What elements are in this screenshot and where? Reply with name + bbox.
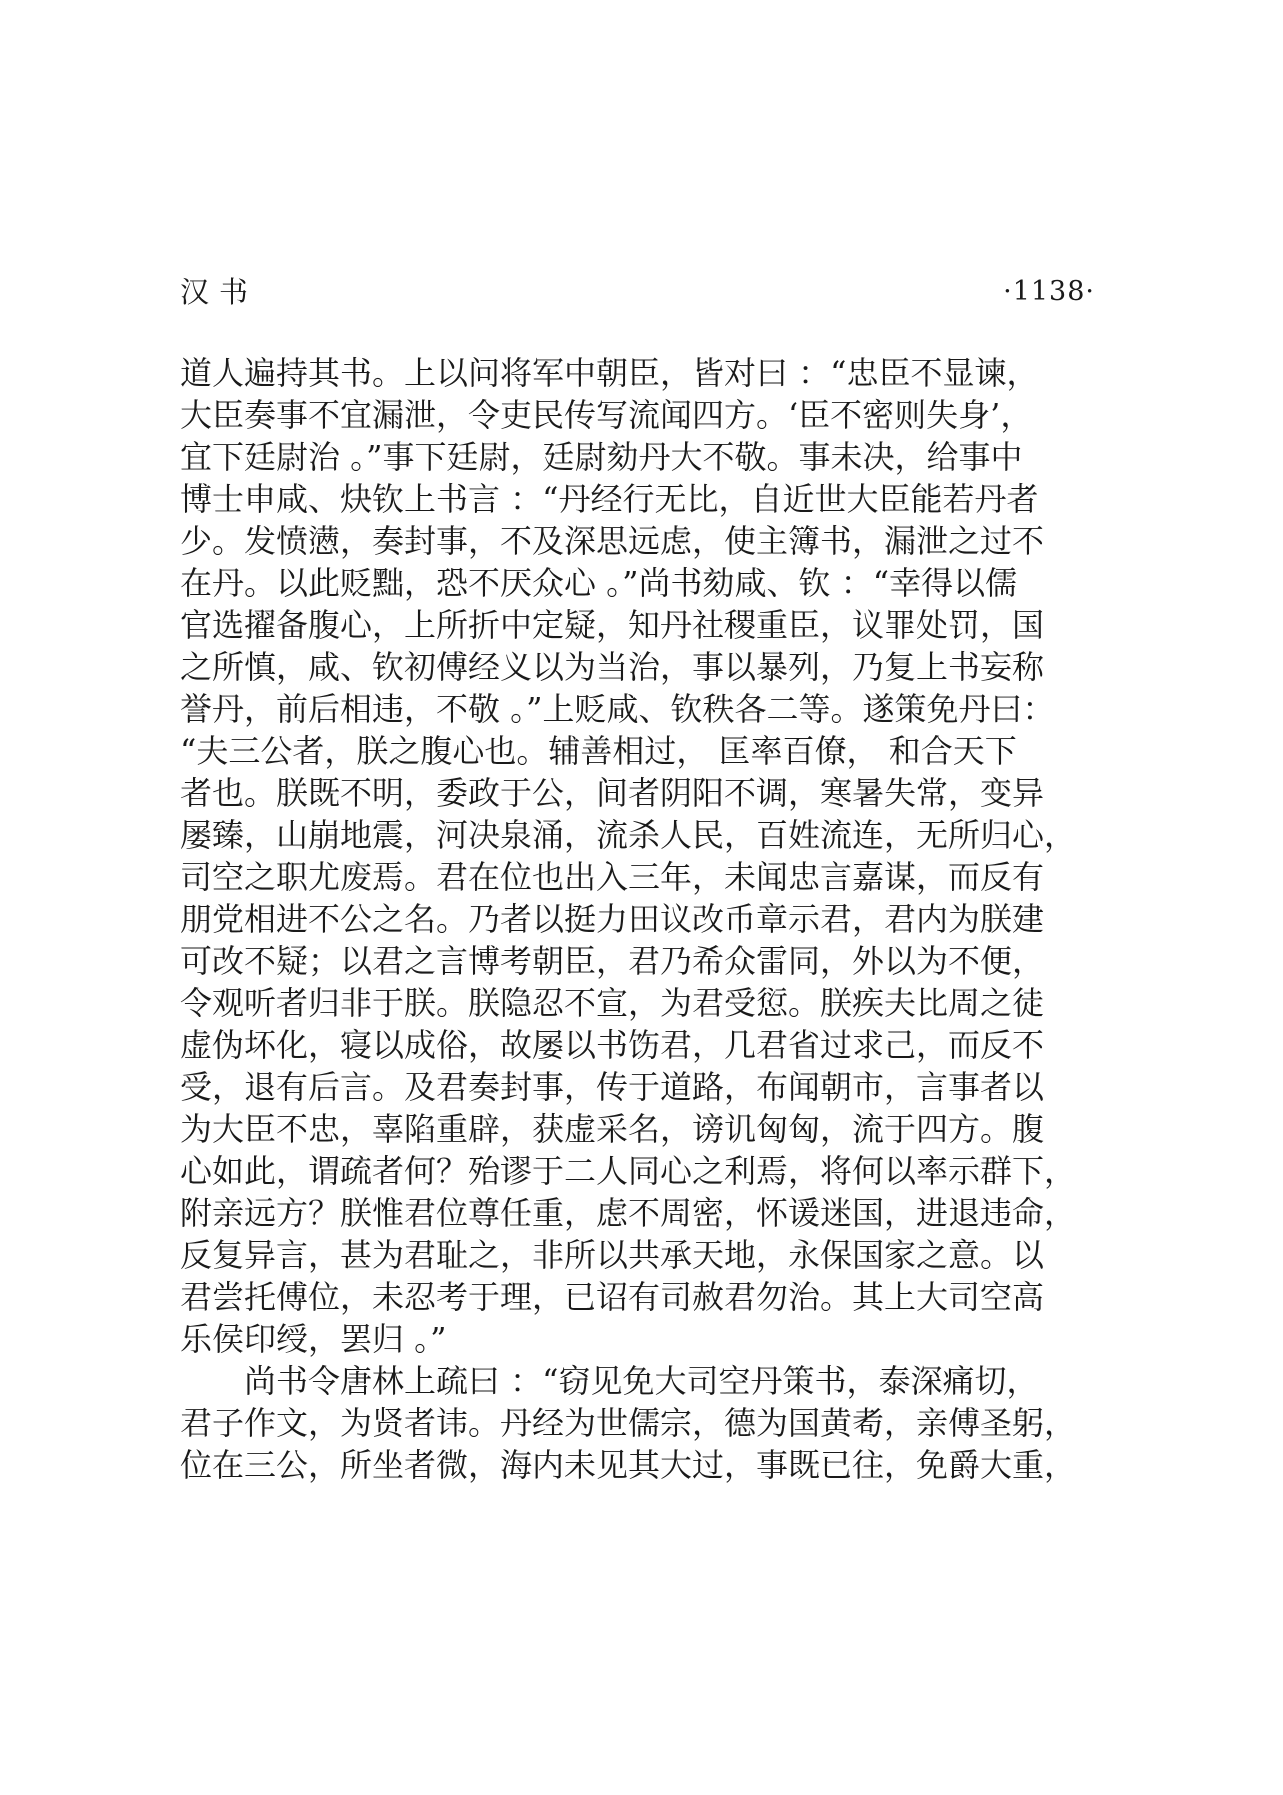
text-line: 道人遍持其书。上以问将军中朝臣，皆对曰 ：“忠臣不显谏，: [180, 354, 1039, 392]
text-line: 尚书令唐林上疏曰 ：“窃见免大司空丹策书，泰深痛切，: [180, 1362, 1039, 1400]
text-line: 博士申咸、炔钦上书言 ：“丹经行无比，自近世大臣能若丹者: [180, 480, 1039, 518]
text-line: 心如此，谓疏者何？殆谬于二人同心之利焉，将何以率示群下，: [180, 1152, 1077, 1190]
text-line: 君子作文，为贤者讳。丹经为世儒宗，德为国黄耇，亲傅圣躬，: [180, 1404, 1077, 1442]
text-line: 司空之职尤废焉。君在位也出入三年，未闻忠言嘉谋，而反有: [180, 858, 1045, 896]
text-line: 官选擢备腹心，上所折中定疑，知丹社稷重臣，议罪处罚，国: [180, 606, 1045, 644]
text-line: 可改不疑；以君之言博考朝臣，君乃希众雷同，外以为不便，: [180, 942, 1045, 980]
text-line: “夫三公者，朕之腹心也。辅善相过， 匡率百僚， 和合天下: [180, 732, 1017, 770]
text-line: 之所慎，咸、钦初傅经义以为当治，事以暴列，乃复上书妄称: [180, 648, 1045, 686]
text-line: 为大臣不忠，辜陷重辟，获虚采名，谤讥匈匈，流于四方。腹: [180, 1110, 1045, 1148]
page-number: ·1138·: [1003, 276, 1095, 307]
text-line: 令观听者归非于朕。朕隐忍不宣，为君受愆。朕疾夫比周之徒: [180, 984, 1045, 1022]
book-title: 汉书: [180, 275, 259, 309]
text-line: 受，退有后言。及君奏封事，传于道路，布闻朝市，言事者以: [180, 1068, 1045, 1106]
text-line: 大臣奏事不宜漏泄，令吏民传写流闻四方。‘臣不密则失身’，: [180, 396, 1033, 434]
text-line: 屡臻，山崩地震，河决泉涌，流杀人民，百姓流连，无所归心，: [180, 816, 1077, 854]
text-line: 在丹。以此贬黜，恐不厌众心 。”尚书劾咸、钦 ：“幸得以儒: [180, 564, 1018, 602]
text-line: 虚伪坏化，寝以成俗，故屡以书饬君，几君省过求己，而反不: [180, 1026, 1045, 1064]
text-line: 反复异言，甚为君耻之，非所以共承天地，永保国家之意。以: [180, 1236, 1045, 1274]
text-line: 附亲远方？朕惟君位尊任重，虑不周密，怀谖迷国，进退违命，: [180, 1194, 1077, 1232]
text-line: 誉丹，前后相违，不敬 。”上贬咸、钦秩各二等。遂策免丹曰：: [180, 690, 1055, 728]
text-line: 者也。朕既不明，委政于公，间者阴阳不调，寒暑失常，变异: [180, 774, 1045, 812]
body-text: [180, 352, 1095, 1486]
text-line: 君尝托傅位，未忍考于理，已诏有司赦君勿治。其上大司空高: [180, 1278, 1045, 1316]
running-header: [180, 270, 1095, 314]
text-line: 位在三公，所坐者微，海内未见其大过，事既已往，免爵大重，: [180, 1446, 1077, 1484]
text-line: 乐侯印绶，罢归 。”: [180, 1320, 447, 1358]
text-line: 少。发愤懑，奏封事，不及深思远虑，使主簿书，漏泄之过不: [180, 522, 1045, 560]
text-line: 朋党相进不公之名。乃者以挺力田议改币章示君，君内为朕建: [180, 900, 1045, 938]
text-line: 宜下廷尉治 。”事下廷尉，廷尉劾丹大不敬。事未决，给事中: [180, 438, 1023, 476]
